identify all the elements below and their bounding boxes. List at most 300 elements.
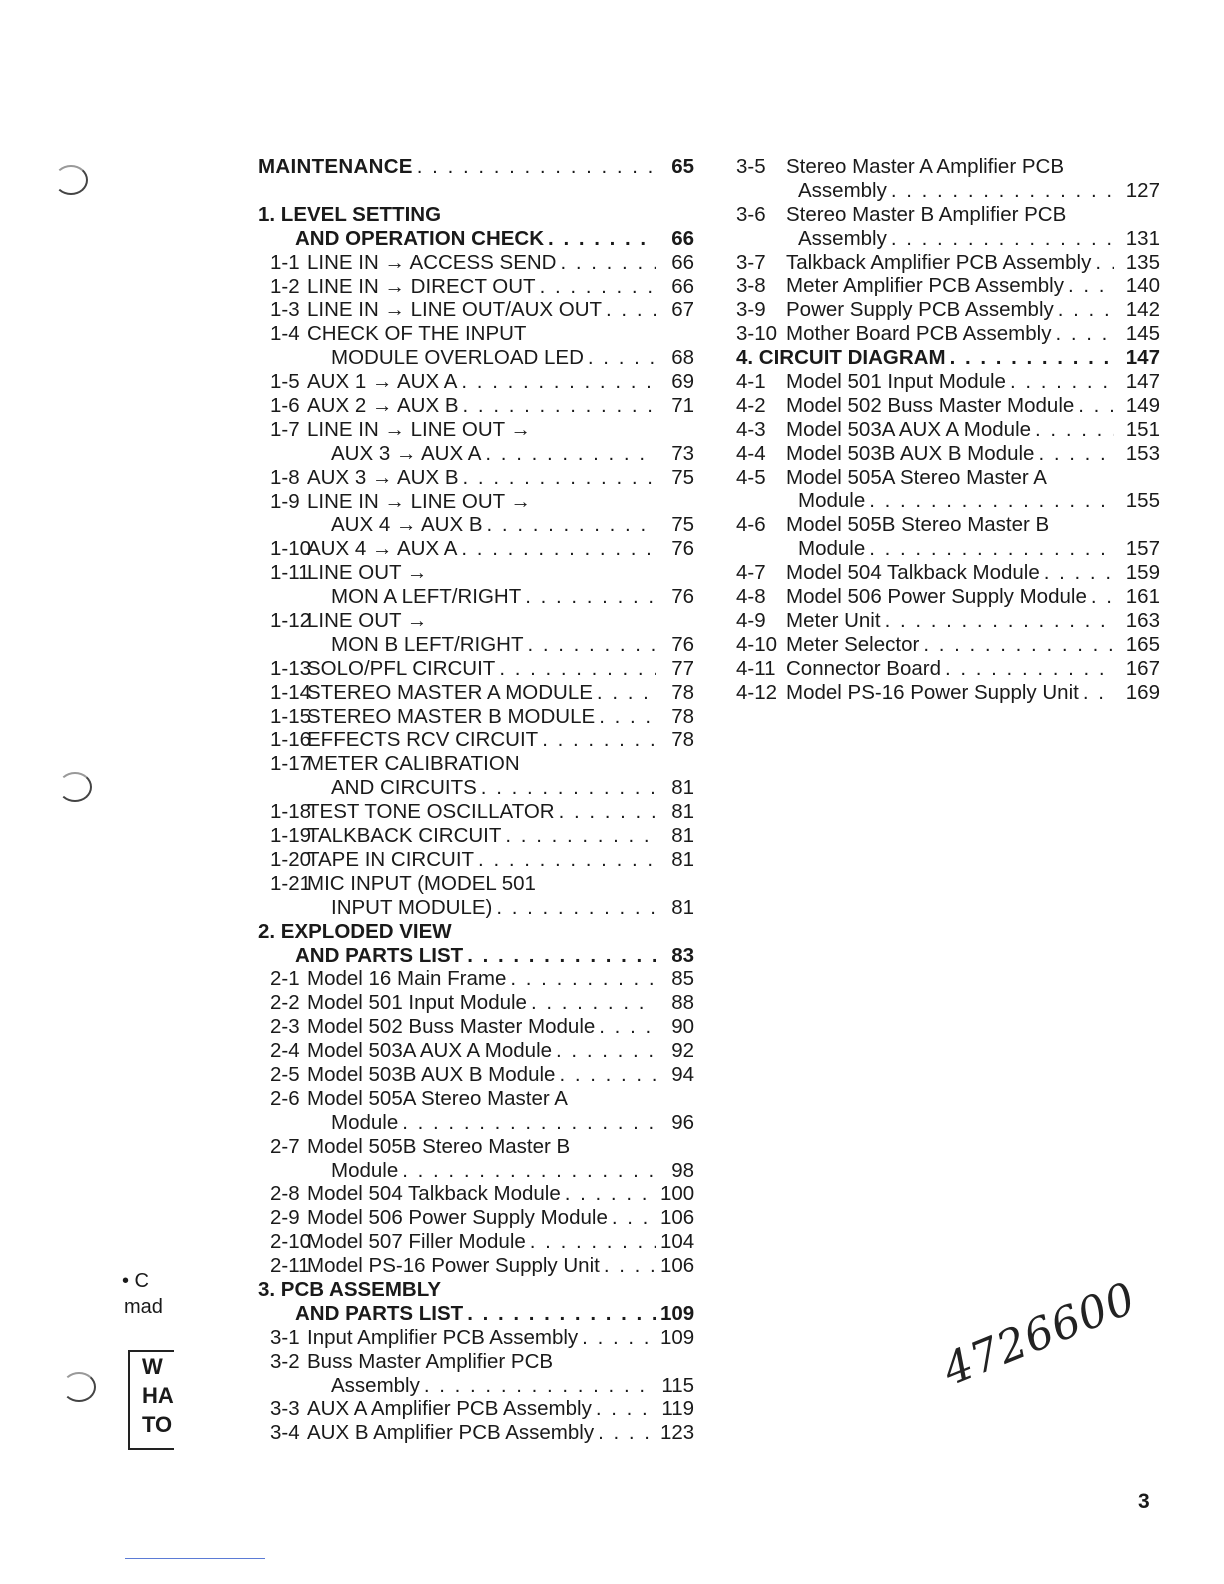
toc-entry-title: METER CALIBRATION [307, 752, 520, 776]
toc-entry-title: TEST TONE OSCILLATOR [307, 800, 555, 824]
cropped-warning-line: W [142, 1354, 163, 1379]
toc-entry-number: 1-2 [270, 274, 300, 298]
toc-entry-title: Model 503A AUX A Module [307, 1039, 553, 1063]
toc-entry [258, 657, 694, 681]
toc-entry-page: 157 [1125, 537, 1160, 561]
toc-entry-number: 1-5 [270, 370, 300, 394]
toc-entry-number: 4-5 [736, 465, 766, 489]
dot-leader [1035, 418, 1114, 442]
dot-leader [598, 1421, 656, 1445]
dot-leader [485, 442, 656, 466]
toc-entry-title: MON A LEFT/RIGHT [331, 585, 522, 609]
toc-entry-number: 2-6 [270, 1086, 300, 1110]
toc-entry [258, 298, 694, 322]
toc-entry-number: 3-2 [270, 1349, 300, 1373]
toc-entry-page: 169 [1125, 680, 1160, 704]
toc-entry-number: 3-8 [736, 274, 766, 298]
toc-entry-page: 66 [671, 226, 694, 250]
toc-entry-number: 1-1 [270, 250, 300, 274]
dot-leader [560, 251, 656, 275]
toc-entry-title: TALKBACK CIRCUIT [307, 824, 502, 848]
toc-entry-number: 3-4 [270, 1421, 300, 1445]
toc-entry [258, 1326, 694, 1350]
toc-entry-number: 2-7 [270, 1134, 300, 1158]
dot-leader [496, 896, 656, 920]
toc-entry [258, 394, 694, 418]
toc-entry [736, 155, 1160, 179]
toc-entry-title: Model 501 Input Module [786, 370, 1006, 394]
toc-entry-title: EFFECTS RCV CIRCUIT [307, 728, 539, 752]
toc-entry-title: Connector Board [786, 656, 941, 680]
toc-entry-page: 161 [1125, 585, 1160, 609]
toc-entry-title: Module [331, 1110, 399, 1134]
toc-entry-page: 167 [1125, 656, 1160, 680]
toc-right-column [736, 155, 1160, 704]
toc-entry-title: Mother Board PCB Assembly [786, 322, 1052, 346]
toc-entry [258, 1230, 694, 1254]
toc-entry-number: 1-18 [270, 800, 312, 824]
toc-entry-number: 1-8 [270, 465, 300, 489]
toc-entry-number: 2-9 [270, 1206, 300, 1230]
toc-entry-number: 4-4 [736, 441, 766, 465]
dot-leader [481, 776, 656, 800]
toc-entry-number: 1-3 [270, 298, 300, 322]
toc-entry-number: 1-14 [270, 680, 312, 704]
cropped-margin-text: mad [124, 1296, 163, 1318]
toc-entry-number: 2-2 [270, 991, 300, 1015]
toc-entry-page: 83 [671, 943, 694, 967]
dot-leader [604, 1254, 656, 1278]
toc-entry-page: 109 [660, 1325, 695, 1349]
toc-entry-title: LINE IN → LINE OUT → [307, 417, 532, 441]
toc-entry-page: 115 [661, 1373, 694, 1397]
dot-leader [1091, 585, 1114, 609]
toc-entry-page: 78 [671, 680, 694, 704]
toc-entry-number: 1-11 [270, 561, 310, 585]
toc-entry-page: 68 [671, 346, 694, 370]
toc-entry-title: AUX 2 → AUX B [307, 394, 459, 418]
dot-leader [525, 585, 656, 609]
toc-entry-cont [736, 537, 1160, 561]
cropped-warning-line: HA [142, 1383, 174, 1408]
toc-entry-page: 119 [661, 1397, 694, 1421]
toc-entry-title: Model 503A AUX A Module [786, 417, 1032, 441]
toc-entry [258, 609, 694, 633]
toc-entry [736, 657, 1160, 681]
dot-leader [548, 227, 656, 251]
toc-entry [258, 1182, 694, 1206]
toc-entry-page: 153 [1125, 441, 1160, 465]
toc-entry-page: 106 [660, 1254, 695, 1278]
toc-entry-cont [258, 1374, 694, 1398]
toc-entry-number: 1-21 [270, 871, 312, 895]
toc-entry-page: 77 [671, 656, 694, 680]
toc-entry-title: Model 506 Power Supply Module [786, 585, 1087, 609]
toc-entry-cont [258, 442, 694, 466]
toc-entry-title: LINE OUT → [307, 561, 428, 585]
toc-entry [258, 251, 694, 275]
toc-entry-number: 1-9 [270, 489, 300, 513]
dot-leader [599, 705, 656, 729]
dot-leader [1044, 561, 1114, 585]
toc-entry-title: AUX A Amplifier PCB Assembly [307, 1397, 592, 1421]
toc-entry-title: 4. CIRCUIT DIAGRAM [736, 346, 946, 370]
dot-leader [424, 1374, 656, 1398]
binder-hole-mark [62, 1372, 96, 1402]
toc-entry-title: LINE IN → LINE OUT → [307, 489, 532, 513]
toc-section-heading [258, 203, 694, 227]
toc-entry-page: 85 [671, 967, 694, 991]
toc-entry-page: 98 [671, 1158, 694, 1182]
toc-entry-number: 3-10 [736, 322, 778, 346]
toc-entry-number: 4-2 [736, 393, 766, 417]
toc-entry-page: 109 [660, 1301, 695, 1325]
toc-entry-cont [258, 346, 694, 370]
toc-entry-title: Model 502 Buss Master Module [307, 1015, 596, 1039]
toc-entry [258, 1254, 694, 1278]
toc-entry-page: 131 [1125, 226, 1160, 250]
toc-entry-title: MIC INPUT (MODEL 501 [307, 871, 536, 895]
toc-entry-title: Model 501 Input Module [307, 991, 527, 1015]
toc-entry [736, 251, 1160, 275]
toc-entry-page: 78 [671, 728, 694, 752]
toc-entry [258, 1350, 694, 1374]
toc-entry [736, 561, 1160, 585]
toc-section-heading [258, 1278, 694, 1302]
toc-list-left [258, 203, 694, 1445]
toc-entry [258, 1421, 694, 1445]
dot-leader [1038, 442, 1114, 466]
toc-entry-title: Model 504 Talkback Module [307, 1182, 561, 1206]
dot-leader [597, 681, 656, 705]
toc-entry-page: 81 [671, 847, 694, 871]
toc-entry-title: AUX B Amplifier PCB Assembly [307, 1421, 595, 1445]
toc-entry-title: Model PS-16 Power Supply Unit [786, 680, 1079, 704]
toc-entry-title: Model 505A Stereo Master A [307, 1086, 568, 1110]
toc-entry [258, 466, 694, 490]
toc-entry-title: AUX 3 → AUX B [307, 465, 459, 489]
toc-entry-page: 147 [1125, 370, 1160, 394]
toc-entry [258, 848, 694, 872]
toc-entry-number: 1-4 [270, 322, 300, 346]
cropped-warning-box [128, 1350, 174, 1450]
toc-entry-cont [258, 896, 694, 920]
toc-entry-title: Model 505B Stereo Master B [307, 1134, 571, 1158]
dot-leader [467, 1302, 656, 1326]
dot-leader [478, 848, 656, 872]
toc-entry-title: Model 505B Stereo Master B [786, 513, 1050, 537]
toc-entry-title: AND PARTS LIST [295, 943, 464, 967]
toc-entry-number: 1-7 [270, 417, 300, 441]
cropped-margin-text: • C [122, 1270, 150, 1292]
dot-leader [869, 537, 1114, 561]
toc-entry-cont [258, 585, 694, 609]
toc-entry-number: 4-9 [736, 608, 766, 632]
toc-entry-title: Assembly [331, 1373, 420, 1397]
toc-entry-title: Meter Selector [786, 632, 920, 656]
toc-entry-number: 1-13 [270, 656, 312, 680]
toc-entry [258, 824, 694, 848]
toc-entry-cont [736, 179, 1160, 203]
toc-entry-title: Stereo Master A Amplifier PCB [786, 155, 1065, 178]
dot-leader [530, 1230, 656, 1254]
toc-entry-page: 78 [671, 704, 694, 728]
toc-entry [736, 609, 1160, 633]
dot-leader [565, 1182, 656, 1206]
toc-entry-number: 4-8 [736, 585, 766, 609]
toc-entry-title: SOLO/PFL CIRCUIT [307, 656, 496, 680]
binder-hole-mark [54, 165, 88, 195]
toc-entry [258, 322, 694, 346]
dot-leader [527, 633, 656, 657]
toc-entry [258, 537, 694, 561]
toc-entry-title: 3. PCB ASSEMBLY [258, 1277, 442, 1301]
toc-entry-page: 135 [1125, 250, 1160, 274]
toc-entry-number: 3-9 [736, 298, 766, 322]
toc-entry [736, 681, 1160, 705]
toc-entry [258, 561, 694, 585]
toc-entry [258, 1397, 694, 1421]
toc-entry [258, 1015, 694, 1039]
toc-entry-title: Model 505A Stereo Master A [786, 465, 1047, 489]
toc-entry-number: 3-5 [736, 155, 766, 178]
toc-entry-title: Power Supply PCB Assembly [786, 298, 1054, 322]
toc-entry-title: Model 507 Filler Module [307, 1230, 526, 1254]
toc-entry-title: Module [798, 489, 866, 513]
dot-leader [891, 179, 1114, 203]
dot-leader [461, 370, 656, 394]
cropped-warning-line: TO [142, 1412, 173, 1437]
toc-entry-number: 4-3 [736, 417, 766, 441]
dot-leader [1078, 394, 1114, 418]
dot-leader [402, 1111, 656, 1135]
toc-entry-page: 71 [671, 394, 694, 418]
dot-leader [1058, 298, 1114, 322]
toc-entry-title: MON B LEFT/RIGHT [331, 632, 524, 656]
toc-entry-title: Buss Master Amplifier PCB [307, 1349, 554, 1373]
toc-entry-page: 75 [671, 465, 694, 489]
toc-entry-number: 2-1 [270, 967, 300, 991]
dot-leader [612, 1206, 656, 1230]
dot-leader [417, 155, 656, 179]
dot-leader [505, 824, 656, 848]
dot-leader [891, 227, 1114, 251]
toc-entry-number: 4-12 [736, 680, 778, 704]
toc-entry-number: 4-7 [736, 561, 766, 585]
toc-entry-page: 163 [1125, 608, 1160, 632]
dot-leader [1068, 274, 1114, 298]
toc-entry-page: 81 [671, 824, 694, 848]
toc-entry-page: 69 [671, 370, 694, 394]
toc-entry [736, 442, 1160, 466]
toc-entry-title: Stereo Master B Amplifier PCB [786, 202, 1067, 226]
page-number: 3 [1138, 1490, 1150, 1513]
toc-entry-title: Model 506 Power Supply Module [307, 1206, 608, 1230]
toc-entry [258, 370, 694, 394]
dot-leader [1095, 251, 1114, 275]
toc-entry-page: 76 [671, 585, 694, 609]
toc-entry-page: 75 [671, 513, 694, 537]
toc-entry [736, 203, 1160, 227]
toc-entry-number: 1-15 [270, 704, 312, 728]
toc-section-heading [258, 920, 694, 944]
toc-entry-cont [258, 513, 694, 537]
dot-leader [885, 609, 1114, 633]
toc-entry-title: AUX 3 → AUX A [331, 441, 482, 465]
toc-entry-title: Model 504 Talkback Module [786, 561, 1040, 585]
toc-entry-number: 2-5 [270, 1062, 300, 1086]
toc-entry [258, 728, 694, 752]
toc-entry-page: 159 [1125, 561, 1160, 585]
dot-leader [950, 346, 1114, 370]
toc-entry [258, 1039, 694, 1063]
toc-entry-page: 76 [671, 632, 694, 656]
toc-entry-title: AND PARTS LIST [295, 1301, 464, 1325]
dot-leader [540, 275, 656, 299]
toc-entry-page: 81 [671, 800, 694, 824]
toc-entry-cont [258, 1159, 694, 1183]
toc-entry-number: 3-7 [736, 250, 766, 274]
dot-leader [463, 394, 656, 418]
toc-entry-number: 1-12 [270, 609, 312, 633]
toc-entry [258, 1206, 694, 1230]
toc-section-heading-cont [258, 944, 694, 968]
toc-entry-page: 155 [1125, 489, 1160, 513]
toc-entry-page: 149 [1125, 393, 1160, 417]
toc-entry [736, 418, 1160, 442]
toc-entry-page: 94 [671, 1062, 694, 1086]
toc-entry-page: 142 [1125, 298, 1160, 322]
toc-entry-page: 66 [671, 274, 694, 298]
toc-entry-title: Input Amplifier PCB Assembly [307, 1325, 579, 1349]
toc-entry-cont [736, 489, 1160, 513]
toc-entry-number: 4-6 [736, 513, 766, 537]
toc-entry [258, 681, 694, 705]
toc-entry-title: Meter Amplifier PCB Assembly [786, 274, 1064, 298]
toc-entry-title: Model 16 Main Frame [307, 967, 507, 991]
toc-entry-title: MODULE OVERLOAD LED [331, 346, 584, 370]
toc-entry-title: Meter Unit [786, 608, 881, 632]
toc-entry-number: 2-8 [270, 1182, 300, 1206]
toc-entry-page: 96 [671, 1110, 694, 1134]
toc-entry [736, 585, 1160, 609]
toc-entry [736, 298, 1160, 322]
toc-entry-cont [258, 633, 694, 657]
toc-entry-title: STEREO MASTER B MODULE [307, 704, 596, 728]
dot-leader [869, 489, 1114, 513]
toc-entry-page: 88 [671, 991, 694, 1015]
toc-entry [258, 991, 694, 1015]
toc-entry [258, 418, 694, 442]
dot-leader [542, 728, 656, 752]
maintenance-title: MAINTENANCE [258, 155, 413, 178]
toc-entry-title: AUX 4 → AUX B [331, 513, 483, 537]
toc-entry-number: 1-16 [270, 728, 312, 752]
toc-entry-page: 73 [671, 441, 694, 465]
toc-entry-page: 66 [671, 250, 694, 274]
toc-entry-title: AND OPERATION CHECK [295, 226, 545, 250]
dot-leader [1055, 322, 1114, 346]
dot-leader [467, 944, 656, 968]
toc-entry [258, 705, 694, 729]
toc-entry [736, 633, 1160, 657]
dot-leader [588, 346, 656, 370]
toc-entry [258, 1135, 694, 1159]
dot-leader [1083, 681, 1114, 705]
toc-entry-title: INPUT MODULE) [331, 895, 493, 919]
toc-entry-title: LINE OUT → [307, 609, 428, 633]
toc-entry-page: 165 [1125, 632, 1160, 656]
dot-leader [487, 513, 656, 537]
dot-leader [531, 991, 656, 1015]
toc-entry-title: Talkback Amplifier PCB Assembly [786, 250, 1092, 274]
toc-entry-number: 1-10 [270, 537, 312, 561]
toc-entry-title: Module [331, 1158, 399, 1182]
toc-entry-title: LINE IN → LINE OUT/AUX OUT [307, 298, 603, 322]
toc-entry-title: AUX 4 → AUX A [307, 537, 458, 561]
dot-leader [499, 657, 656, 681]
toc-entry-cont [258, 776, 694, 800]
toc-entry-number: 4-1 [736, 370, 766, 394]
maintenance-page: 65 [671, 155, 694, 178]
toc-entry-number: 3-1 [270, 1325, 300, 1349]
toc-entry-title: Model 503B AUX B Module [307, 1062, 556, 1086]
toc-entry-title: LINE IN → DIRECT OUT [307, 274, 536, 298]
toc-entry-number: 2-4 [270, 1039, 300, 1063]
toc-entry [258, 967, 694, 991]
dot-leader [559, 800, 656, 824]
toc-entry-page: 104 [660, 1230, 695, 1254]
toc-entry-number: 1-6 [270, 394, 300, 418]
toc-entry-title: 1. LEVEL SETTING [258, 202, 442, 226]
dot-leader [945, 657, 1114, 681]
toc-entry-title: AUX 1 → AUX A [307, 370, 458, 394]
toc-entry-page: 81 [671, 776, 694, 800]
handwritten-number: 4726600 [935, 1272, 1144, 1396]
dot-leader [510, 967, 656, 991]
maintenance-heading [258, 155, 694, 179]
toc-entry-number: 1-19 [270, 824, 312, 848]
toc-entry-title: 2. EXPLODED VIEW [258, 919, 452, 943]
toc-entry-cont [258, 1111, 694, 1135]
toc-entry-number: 1-17 [270, 752, 312, 776]
edge-line [125, 1558, 265, 1559]
toc-entry-number: 3-6 [736, 202, 766, 226]
toc-section-heading [736, 346, 1160, 370]
toc-entry [736, 322, 1160, 346]
toc-entry-number: 1-20 [270, 847, 312, 871]
toc-entry-cont [736, 227, 1160, 251]
toc-entry-page: 67 [671, 298, 694, 322]
dot-leader [599, 1015, 656, 1039]
toc-entry-page: 147 [1125, 346, 1160, 370]
toc-entry-page: 127 [1125, 178, 1160, 202]
toc-entry-title: STEREO MASTER A MODULE [307, 680, 593, 704]
toc-entry-page: 140 [1125, 274, 1160, 298]
toc-entry-number: 4-10 [736, 632, 778, 656]
dot-leader [1010, 370, 1114, 394]
toc-entry-page: 92 [671, 1039, 694, 1063]
toc-entry-page: 76 [671, 537, 694, 561]
toc-section-heading-cont [258, 1302, 694, 1326]
toc-entry-title: Assembly [798, 178, 887, 202]
dot-leader [463, 466, 656, 490]
dot-leader [556, 1039, 656, 1063]
dot-leader [606, 298, 656, 322]
toc-entry-title: LINE IN → ACCESS SEND [307, 250, 557, 274]
toc-entry [258, 872, 694, 896]
toc-entry-title: Model PS-16 Power Supply Unit [307, 1254, 600, 1278]
